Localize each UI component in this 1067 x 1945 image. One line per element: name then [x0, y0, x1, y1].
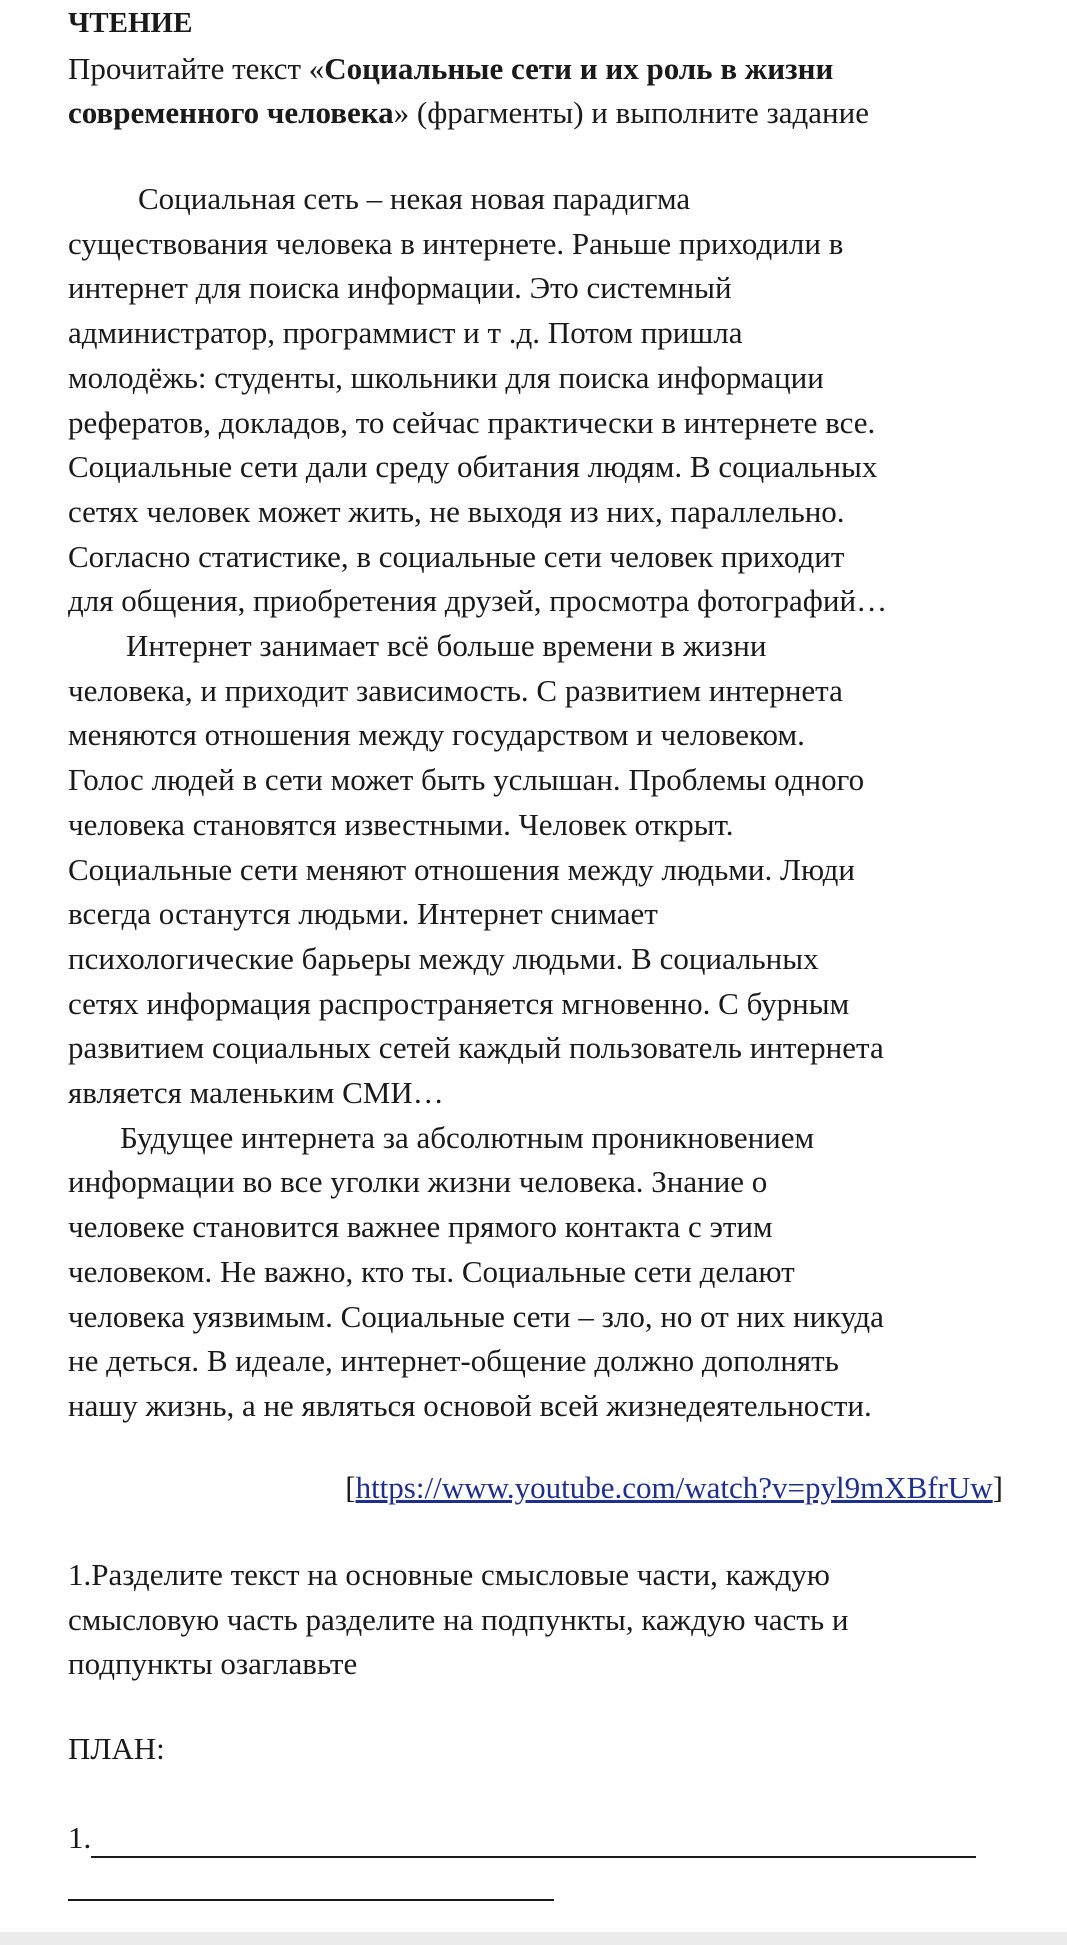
task-line: подпункты озаглавьте [68, 1646, 358, 1681]
text-title-part1: Социальные сети и их роль в жизни [324, 51, 834, 86]
text-line: человека уязвимым. Социальные сети – зло, но от них никуда [68, 1298, 884, 1334]
text-title-part2: современного человека [68, 95, 394, 130]
text-line: является маленьким СМИ… [68, 1075, 444, 1111]
task-line: 1.Разделите текст на основные смысловые части, каждую [68, 1557, 830, 1592]
page-bottom-edge [0, 1932, 1067, 1945]
paragraph-3 [68, 1116, 1003, 1429]
text-line: психологические барьеры между людьми. В социальных [68, 940, 819, 976]
text-line: информации во все уголки жизни человека. Знание о [68, 1164, 768, 1200]
text-line: человека, и приходит зависимость. С развитием интернета [68, 672, 843, 708]
text-line: Будущее интернета за абсолютным проникновением [120, 1119, 815, 1155]
text-line: развитием социальных сетей каждый пользователь интернета [68, 1030, 884, 1066]
text-line: не деться. В идеале, интернет-общение должно дополнять [68, 1343, 839, 1379]
answer-line-1 [68, 1818, 976, 1858]
text-line: Голос людей в сети может быть услышан. Проблемы одного [68, 762, 865, 798]
text-line: меняются отношения между государством и человеком. [68, 717, 805, 753]
task-line: смысловую часть разделите на подпункты, каждую часть и [68, 1601, 849, 1637]
text-line: Социальные сети меняют отношения между людьми. Люди [68, 851, 855, 887]
source-open-bracket: [ [345, 1470, 356, 1505]
text-line: человеке становится важнее прямого контакта с этим [68, 1209, 773, 1245]
text-line: рефератов, докладов, то сейчас практически в интернете все. [68, 404, 876, 440]
text-line: нашу жизнь, а не являться основой всей жизнедеятельности. [68, 1387, 872, 1423]
instruction-prefix: Прочитайте текст « [68, 51, 325, 86]
source-close-bracket: ] [992, 1470, 1003, 1505]
text-line: Интернет занимает всё больше времени в жизни [126, 628, 767, 664]
answer-number: 1. [68, 1820, 92, 1855]
text-line: человека становятся известными. Человек открыт. [68, 806, 734, 842]
text-line: администратор, программист и т .д. Потом пришла [68, 315, 743, 351]
reading-text [68, 177, 1003, 1429]
plan-label: ПЛАН: [68, 1731, 165, 1766]
answer-blank[interactable] [91, 1822, 976, 1858]
answer-blank-continuation[interactable] [68, 1875, 554, 1901]
text-line: человеком. Не важно, кто ты. Социальные сети делают [68, 1253, 795, 1289]
text-line: существования человека в интернете. Раньше приходили в [68, 225, 844, 261]
text-line: молодёжь: студенты, школьники для поиска информации [68, 359, 824, 395]
source-link[interactable]: https://www.youtube.com/watch?v=pyl9mXBfrUw [355, 1470, 993, 1505]
paragraph-1 [68, 177, 1003, 624]
text-line: сетях информация распространяется мгновенно. С бурным [68, 985, 850, 1021]
text-line: сетях человек может жить, не выходя из них, параллельно. [68, 493, 845, 529]
text-line: Согласно статистике, в социальные сети человек приходит [68, 538, 845, 574]
instruction-suffix: » (фрагменты) и выполните задание [393, 95, 869, 130]
text-line: всегда останутся людьми. Интернет снимает [68, 896, 658, 932]
text-line: интернет для поиска информации. Это системный [68, 270, 732, 306]
section-heading: ЧТЕНИЕ [68, 7, 193, 39]
reading-instruction [68, 47, 1003, 135]
text-line: для общения, приобретения друзей, просмотра фотографий… [68, 583, 888, 619]
task-statement [68, 1553, 1003, 1687]
text-line: Социальная сеть – некая новая парадигма [138, 181, 691, 216]
text-line: Социальные сети дали среду обитания людям. В социальных [68, 449, 878, 485]
source-citation [345, 1468, 1003, 1508]
paragraph-2 [68, 624, 1003, 1116]
